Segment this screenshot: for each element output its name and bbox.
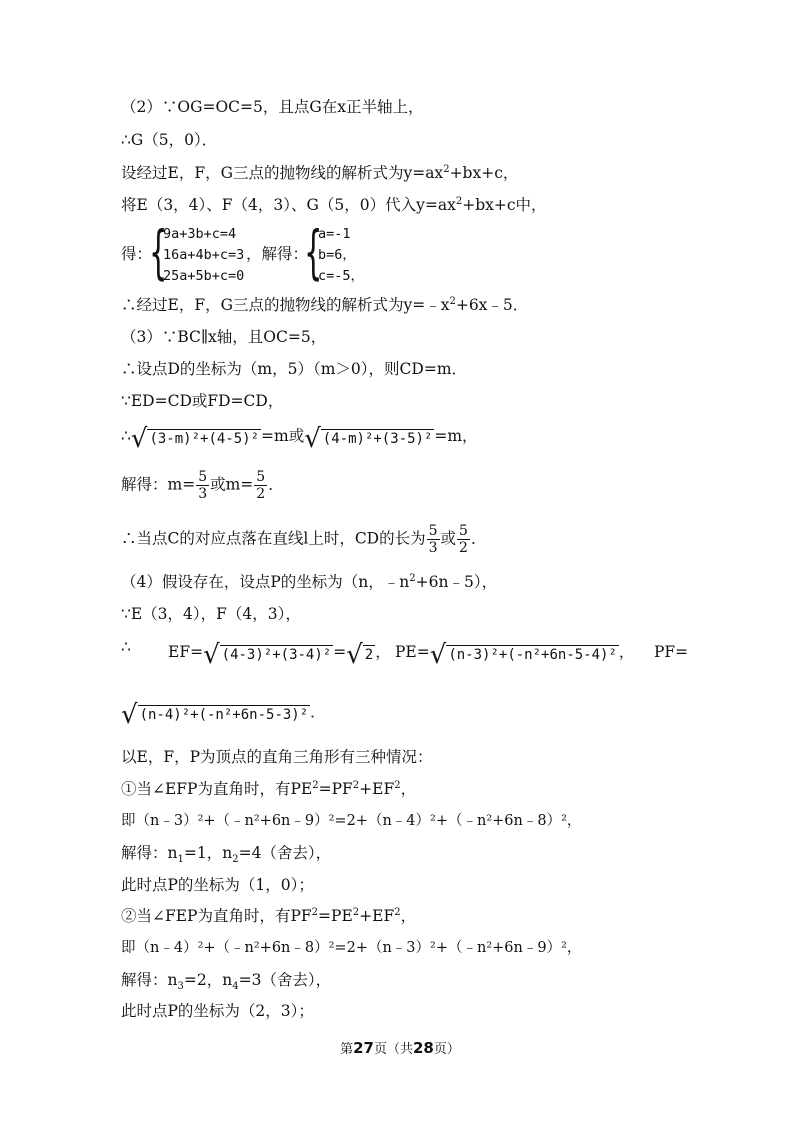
brace-symbol: { [304,218,323,286]
text-line: ，解得： [246,245,309,263]
text-line: ∵E（3，4），F（4，3）， [121,605,301,623]
equation: b=6， [318,247,356,263]
page-footer: 第27页（共28页） [340,1039,460,1057]
sqrt-expression: √ (3-m)²+(4-5)² [130,424,260,454]
text-line: PE=√ (n-3)²+(-n²+6n-5-4)² ， [395,640,635,670]
equation-system-2 [318,224,364,287]
equation: 9a+3b+c=4 [163,226,237,242]
text-line: ②当∠FEP为直角时，有$PF^2=PE^2+EF^2$， [121,907,417,925]
fraction: $\frac{5}{2}$ [256,469,266,502]
text-line: EF=√ (4-3)²+(3-4)² =√ 2 ， [168,640,391,670]
fraction: $\frac{5}{2}$ [459,523,468,556]
sqrt-expression: √ (n-4)²+(-n²+6n-5-3)² [121,700,309,730]
text-line: 解得：$n_3=2$，$n_4=3$（舍去）， [121,971,332,992]
text-line: （4）假设存在，设点P的坐标为（n，$﹣n^2+6n﹣5$）， [121,573,498,591]
text-line: ∴经过E，F，G三点的抛物线的解析式为$y=﹣x^2+6x﹣5$． [121,296,529,314]
text-line: 解得：$n_1=1$，$n_2=4$（舍去）， [121,844,332,865]
equation: c=-5， [318,268,365,284]
text-line: √ (n-4)²+(-n²+6n-5-3)² ． [121,700,326,730]
fraction: $\frac{5}{3}$ [428,523,438,556]
sqrt-expression: √ (n-3)²+(-n²+6n-5-4)² [429,640,617,670]
text-line: ∴ [121,638,131,656]
text-line-label: 得： [121,245,153,263]
text-line: ①当∠EFP为直角时，有$PE^2=PF^2+EF^2$， [121,780,417,798]
text-line: 即（n﹣4）²+（﹣n²+6n﹣8）²=2+（n﹣3）²+（﹣n²+6n﹣9）²， [121,940,582,956]
equation: 16a+4b+c=3 [163,247,245,263]
text-line: 设经过E，F，G三点的抛物线的解析式为$y=ax^2+bx+c$， [121,164,519,182]
text-line: ∴设点D的坐标为（m，5）（m＞0），则CD=m． [121,360,468,378]
sqrt-expression: √ (4-3)²+(3-4)² [203,640,332,670]
text-line: （3）∵BC∥x轴，且OC=5， [121,328,327,346]
equation-system-1 [163,224,244,287]
page-total: 28 [413,1039,434,1057]
fraction: $\frac{5}{3}$ [198,469,208,502]
sqrt-expression: √ (4-m)²+(3-5)² [304,424,433,454]
text-line: 解得：m= $\frac{5}{3}$ 或m= $\frac{5}{2}$ ． [121,469,284,502]
text-line: 以E，F，P为顶点的直角三角形有三种情况： [121,748,433,766]
text-line: ∴√ (3-m)²+(4-5)² =m或√ (4-m)²+(3-5)² =m， [121,424,478,454]
text-line: ∴G（5，0）． [121,131,218,149]
text-line: 此时点P的坐标为（1，0）； [121,876,314,894]
text-line: （2）∵OG=OC=5，且点G在x正半轴上， [121,98,424,116]
page-number: 27 [353,1039,374,1057]
text-line: PF= [654,643,689,661]
text-line: 即（n﹣3）²+（﹣n²+6n﹣9）²=2+（n﹣4）²+（﹣n²+6n﹣8）²， [121,813,582,829]
sqrt-expression: √ 2 [346,640,374,670]
text-line: 此时点P的坐标为（2，3）； [121,1002,314,1020]
text-line: ∴当点C的对应点落在直线l上时，CD的长为 $\frac{5}{3}$ 或 $\frac{5}{2}$ ． [121,523,487,556]
text-line: 将E（3，4）、F（4，3）、G（5，0）代入$y=ax^2+bx+c$中， [121,196,547,214]
brace-symbol: { [149,218,168,286]
text-line: ∵ED=CD或FD=CD， [121,392,284,410]
equation: a=-1 [318,226,351,242]
equation: 25a+5b+c=0 [163,268,245,284]
